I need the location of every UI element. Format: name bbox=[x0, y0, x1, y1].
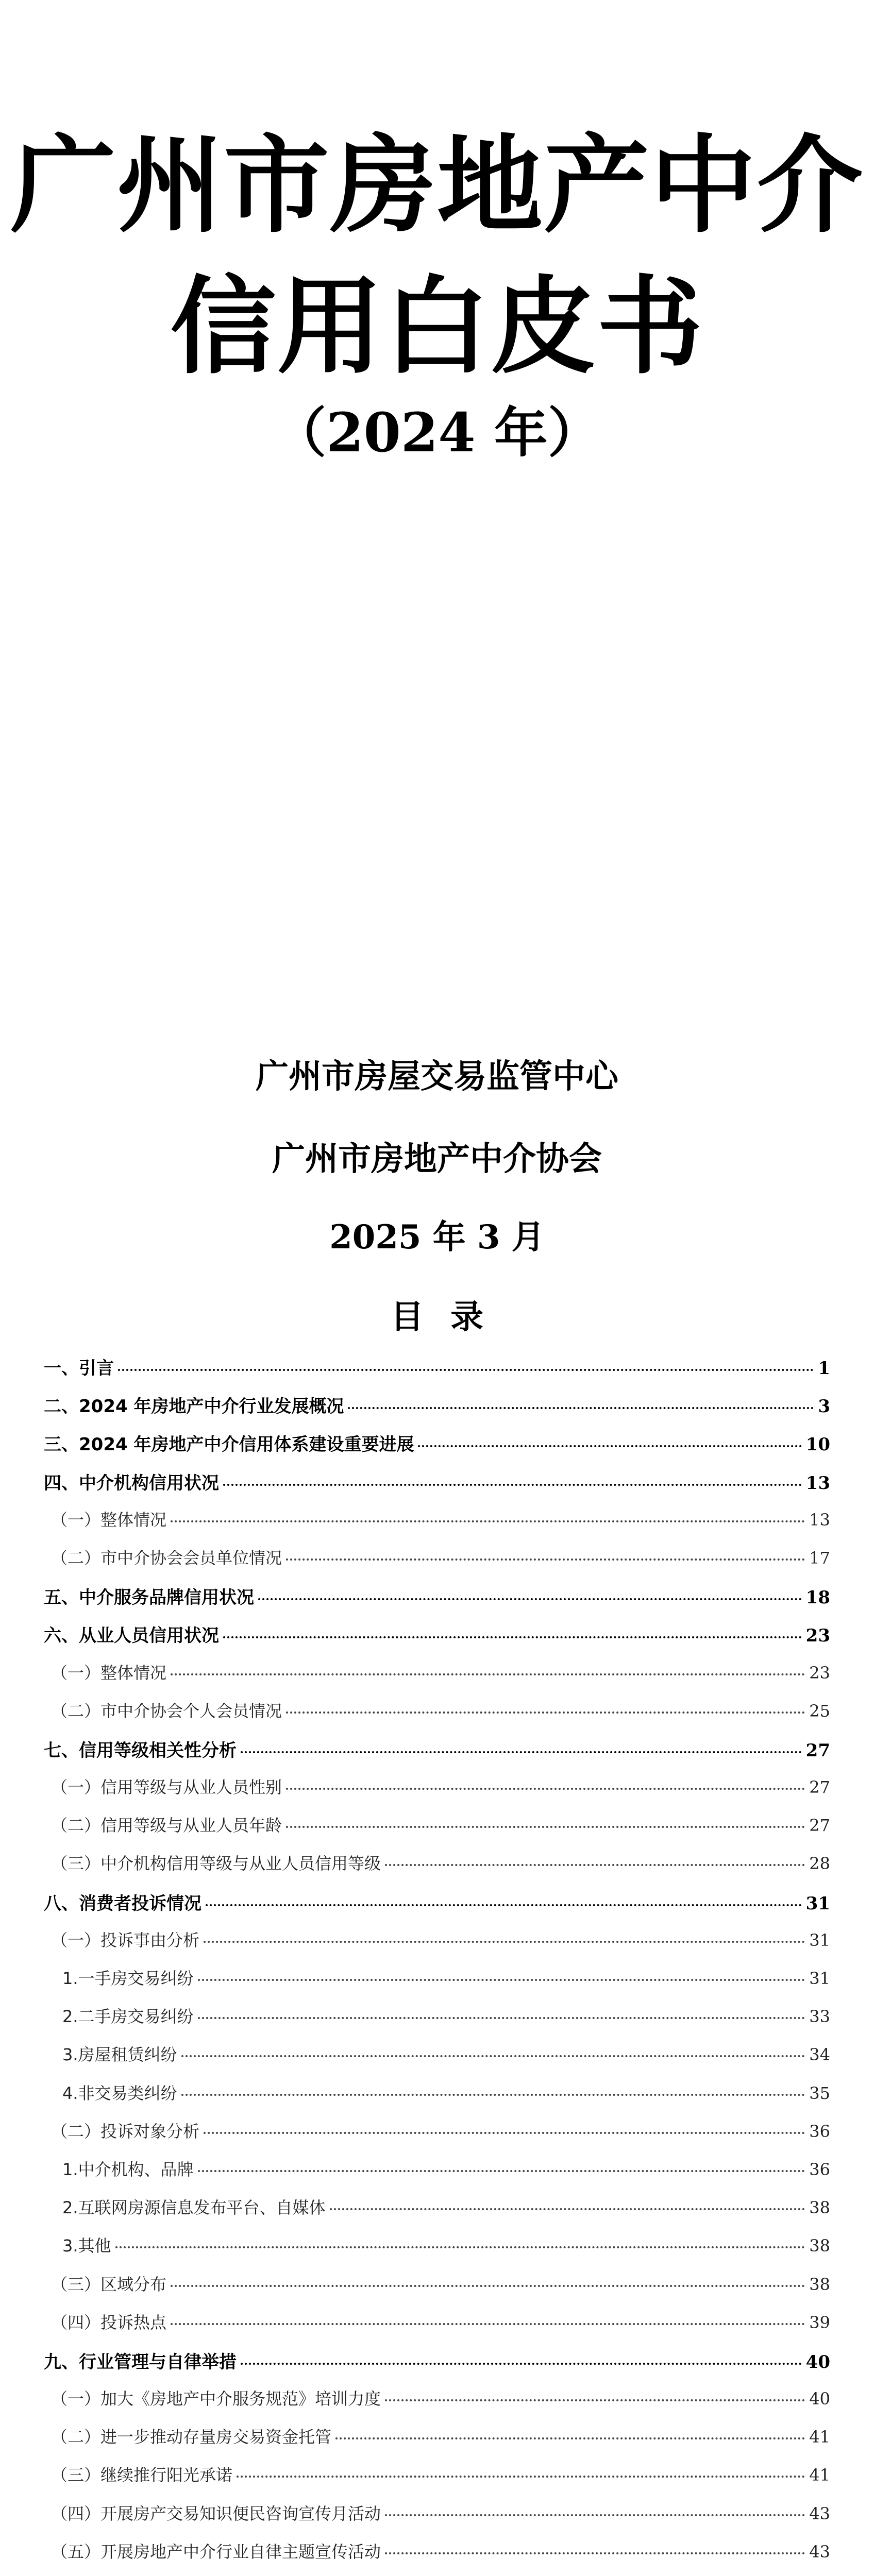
toc-entry-label: 九、行业管理与自律举措 bbox=[44, 2351, 237, 2372]
toc-entry[interactable] bbox=[44, 2310, 830, 2348]
toc-dot-leader bbox=[286, 1558, 805, 1561]
toc-entry-page-number: 40 bbox=[809, 2389, 830, 2409]
toc-entry-page-number: 3 bbox=[818, 1396, 830, 1417]
toc-entry[interactable] bbox=[44, 1927, 830, 1965]
toc-dot-leader bbox=[198, 2017, 805, 2019]
toc-entry-label: 3.房屋租赁纠纷 bbox=[62, 2045, 177, 2065]
toc-entry[interactable] bbox=[44, 1430, 830, 1468]
toc-entry-label: （二）投诉对象分析 bbox=[51, 2121, 200, 2141]
toc-entry-page-number: 27 bbox=[809, 1777, 830, 1798]
toc-entry[interactable] bbox=[44, 2195, 830, 2233]
toc-dot-leader bbox=[348, 1407, 814, 1409]
toc-entry-label: 1.一手房交易纠纷 bbox=[62, 1969, 194, 1988]
toc-dot-leader bbox=[181, 2094, 805, 2096]
toc-dot-leader bbox=[385, 2514, 805, 2516]
toc-entry-label: 2.互联网房源信息发布平台、自媒体 bbox=[62, 2198, 326, 2218]
toc-entry[interactable] bbox=[44, 1583, 830, 1621]
toc-entry-label: 八、消费者投诉情况 bbox=[44, 1893, 201, 1914]
toc-entry[interactable] bbox=[44, 2004, 830, 2042]
toc-entry[interactable] bbox=[44, 2233, 830, 2271]
toc-entry[interactable] bbox=[44, 1889, 830, 1927]
toc-entry-page-number: 23 bbox=[809, 1663, 830, 1683]
toc-entry-page-number: 31 bbox=[805, 1893, 830, 1914]
toc-entry[interactable] bbox=[44, 1774, 830, 1812]
toc-entry-label: （五）开展房地产中介行业自律主题宣传活动 bbox=[51, 2541, 381, 2562]
toc-entry-page-number: 1 bbox=[818, 1358, 830, 1379]
toc-entry-label: 一、引言 bbox=[44, 1358, 114, 1379]
toc-entry[interactable] bbox=[44, 1621, 830, 1659]
toc-entry[interactable] bbox=[44, 2080, 830, 2119]
toc-entry-label: （二）市中介协会会员单位情况 bbox=[51, 1548, 282, 1568]
toc-dot-leader bbox=[171, 1673, 805, 1675]
toc-dot-leader bbox=[204, 1941, 805, 1943]
toc-dot-leader bbox=[335, 2437, 805, 2439]
toc-entry-label: （一）整体情况 bbox=[51, 1510, 167, 1530]
toc-entry-page-number: 41 bbox=[809, 2465, 830, 2485]
table-of-contents bbox=[44, 1354, 830, 2576]
toc-entry-page-number: 17 bbox=[809, 1548, 830, 1568]
toc-dot-leader bbox=[237, 2476, 805, 2478]
toc-dot-leader bbox=[286, 1711, 805, 1714]
toc-entry-page-number: 10 bbox=[805, 1434, 830, 1455]
toc-entry-page-number: 34 bbox=[809, 2045, 830, 2065]
toc-entry-page-number: 43 bbox=[809, 2503, 830, 2523]
toc-entry-label: 1.中介机构、品牌 bbox=[62, 2159, 194, 2179]
toc-entry-page-number: 33 bbox=[809, 2007, 830, 2027]
toc-entry[interactable] bbox=[44, 2272, 830, 2310]
toc-entry-page-number: 43 bbox=[809, 2541, 830, 2562]
toc-entry[interactable] bbox=[44, 1354, 830, 1392]
toc-dot-leader bbox=[198, 2170, 805, 2172]
toc-entry[interactable] bbox=[44, 2348, 830, 2386]
publisher-name-2: 广州市房地产中介协会 bbox=[272, 1140, 602, 1178]
toc-entry[interactable] bbox=[44, 2157, 830, 2195]
toc-entry-label: （三）继续推行阳光承诺 bbox=[51, 2465, 233, 2485]
toc-dot-leader bbox=[286, 1788, 805, 1790]
toc-dot-leader bbox=[223, 1484, 802, 1486]
toc-entry-label: 三、2024 年房地产中介信用体系建设重要进展 bbox=[44, 1434, 414, 1455]
toc-entry-page-number: 27 bbox=[805, 1740, 830, 1761]
cover-title-line1: 广州市房地产中介 bbox=[10, 124, 864, 247]
toc-dot-leader bbox=[385, 2399, 805, 2401]
toc-entry[interactable] bbox=[44, 1698, 830, 1736]
toc-dot-leader bbox=[118, 1369, 814, 1371]
toc-entry-label: 3.其他 bbox=[62, 2236, 111, 2256]
toc-dot-leader bbox=[181, 2055, 805, 2057]
toc-dot-leader bbox=[385, 1864, 805, 1866]
toc-dot-leader bbox=[330, 2208, 805, 2210]
toc-entry-page-number: 23 bbox=[805, 1625, 830, 1647]
toc-entry-page-number: 38 bbox=[809, 2236, 830, 2256]
toc-entry[interactable] bbox=[44, 2042, 830, 2080]
toc-entry-label: （一）加大《房地产中介服务规范》培训力度 bbox=[51, 2389, 381, 2409]
toc-entry-label: 六、从业人员信用状况 bbox=[44, 1625, 219, 1647]
toc-entry-label: 四、中介机构信用状况 bbox=[44, 1472, 219, 1494]
toc-entry[interactable] bbox=[44, 2119, 830, 2157]
toc-entry[interactable] bbox=[44, 1812, 830, 1851]
toc-entry-label: （二）市中介协会个人会员情况 bbox=[51, 1701, 282, 1721]
cover-year: （2024 年） bbox=[273, 401, 601, 464]
toc-entry-page-number: 27 bbox=[809, 1816, 830, 1836]
toc-entry-label: 4.非交易类纠纷 bbox=[62, 2083, 177, 2103]
toc-entry[interactable] bbox=[44, 1507, 830, 1545]
toc-dot-leader bbox=[198, 1979, 805, 1981]
toc-dot-leader bbox=[286, 1826, 805, 1828]
toc-entry-page-number: 31 bbox=[809, 1969, 830, 1988]
toc-entry-page-number: 13 bbox=[809, 1510, 830, 1530]
toc-entry-label: （四）开展房产交易知识便民咨询宣传月活动 bbox=[51, 2503, 381, 2523]
toc-entry-label: 2.二手房交易纠纷 bbox=[62, 2007, 194, 2027]
publication-date: 2025 年 3 月 bbox=[329, 1218, 545, 1257]
toc-entry[interactable] bbox=[44, 2462, 830, 2500]
toc-entry-page-number: 13 bbox=[805, 1472, 830, 1494]
toc-entry-label: （四）投诉热点 bbox=[51, 2312, 167, 2332]
toc-entry-page-number: 38 bbox=[809, 2198, 830, 2218]
toc-entry-page-number: 28 bbox=[809, 1854, 830, 1874]
toc-entry[interactable] bbox=[44, 1736, 830, 1774]
toc-entry-label: （一）整体情况 bbox=[51, 1663, 167, 1683]
toc-entry-page-number: 25 bbox=[809, 1701, 830, 1721]
toc-dot-leader bbox=[171, 1520, 805, 1522]
toc-entry-label: 五、中介服务品牌信用状况 bbox=[44, 1587, 254, 1608]
toc-entry-label: 二、2024 年房地产中介行业发展概况 bbox=[44, 1396, 344, 1417]
toc-heading: 目录 bbox=[391, 1298, 510, 1336]
toc-entry-page-number: 31 bbox=[809, 1930, 830, 1950]
toc-entry-label: （三）中介机构信用等级与从业人员信用等级 bbox=[51, 1854, 381, 1874]
toc-dot-leader bbox=[241, 2363, 802, 2365]
cover-title-line2: 信用白皮书 bbox=[170, 265, 704, 388]
toc-entry[interactable] bbox=[44, 2501, 830, 2539]
toc-entry-page-number: 41 bbox=[809, 2427, 830, 2447]
toc-entry-page-number: 40 bbox=[805, 2351, 830, 2372]
toc-entry-page-number: 18 bbox=[805, 1587, 830, 1608]
toc-entry-page-number: 35 bbox=[809, 2083, 830, 2103]
publisher-name-1: 广州市房屋交易监管中心 bbox=[256, 1058, 618, 1096]
toc-entry-label: （二）信用等级与从业人员年龄 bbox=[51, 1816, 282, 1836]
toc-entry-label: （二）进一步推动存量房交易资金托管 bbox=[51, 2427, 332, 2447]
toc-dot-leader bbox=[171, 2323, 805, 2325]
toc-entry[interactable] bbox=[44, 1660, 830, 1698]
toc-entry-label: （一）信用等级与从业人员性别 bbox=[51, 1777, 282, 1798]
toc-entry[interactable] bbox=[44, 2539, 830, 2576]
toc-dot-leader bbox=[385, 2552, 805, 2554]
toc-entry-page-number: 36 bbox=[809, 2121, 830, 2141]
toc-entry-page-number: 36 bbox=[809, 2159, 830, 2179]
toc-entry-page-number: 39 bbox=[809, 2312, 830, 2332]
toc-entry[interactable] bbox=[44, 2386, 830, 2424]
toc-entry[interactable] bbox=[44, 1469, 830, 1507]
toc-dot-leader bbox=[241, 1751, 802, 1753]
toc-dot-leader bbox=[204, 2132, 805, 2134]
toc-entry[interactable] bbox=[44, 1965, 830, 2004]
toc-entry-label: 七、信用等级相关性分析 bbox=[44, 1740, 237, 1761]
toc-entry-label: （一）投诉事由分析 bbox=[51, 1930, 200, 1950]
toc-dot-leader bbox=[171, 2285, 805, 2287]
toc-entry[interactable] bbox=[44, 1545, 830, 1583]
toc-entry[interactable] bbox=[44, 2424, 830, 2462]
toc-dot-leader bbox=[206, 1904, 802, 1906]
toc-entry-label: （三）区域分布 bbox=[51, 2274, 167, 2294]
toc-dot-leader bbox=[258, 1598, 802, 1600]
toc-dot-leader bbox=[418, 1445, 801, 1447]
toc-dot-leader bbox=[223, 1636, 802, 1638]
toc-entry[interactable] bbox=[44, 1392, 830, 1430]
toc-dot-leader bbox=[115, 2246, 805, 2248]
toc-entry[interactable] bbox=[44, 1851, 830, 1889]
toc-entry-page-number: 38 bbox=[809, 2274, 830, 2294]
